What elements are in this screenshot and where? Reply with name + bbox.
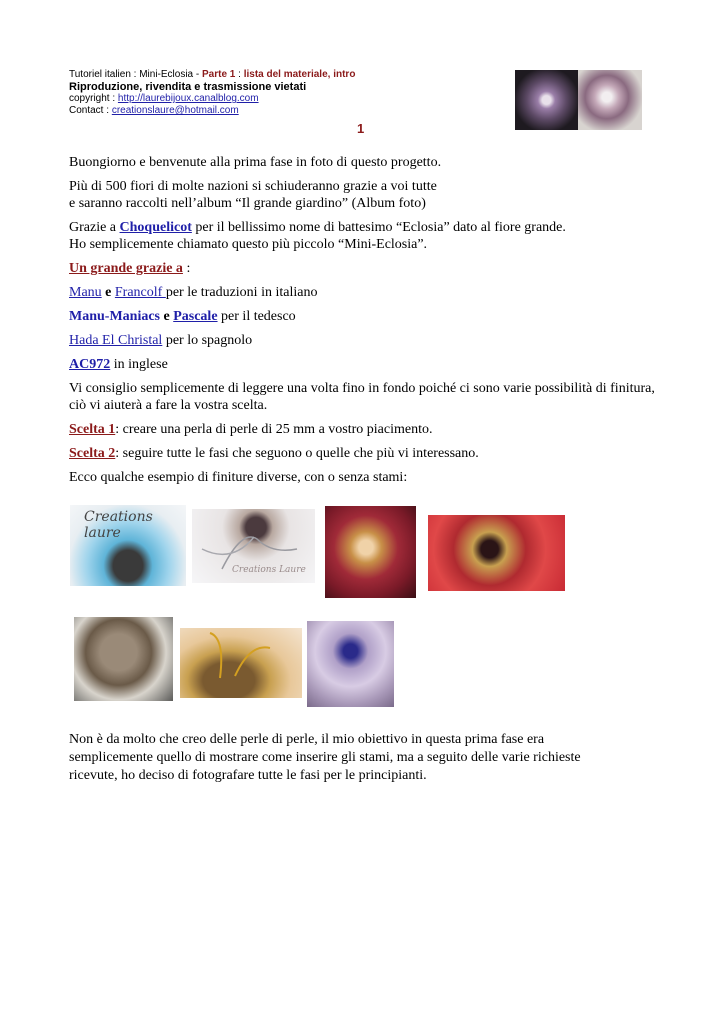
choice-1 <box>69 421 659 438</box>
example-photo-2 <box>192 509 315 583</box>
examples-intro: Ecco qualche esempio di finiture diverse, con o senza stami: <box>69 470 408 485</box>
header-warning: Riproduzione, rivendita e trasmissione vietati <box>69 81 307 93</box>
choquelicot-link[interactable]: Choquelicot <box>119 220 192 235</box>
photo-watermark-2: Creations Laure <box>232 565 306 575</box>
francolf-link[interactable]: Francolf <box>114 285 166 300</box>
gold-stamens <box>180 628 302 698</box>
closing-paragraph: Non è da molto che creo delle perle di perle, il mio obiettivo in questa prima fase era semplicemente quello di mostrare come inserire gli stami, ma a seguito delle varie richieste ricevute, ho deciso di fotografare tutte le fasi per le principianti. <box>69 732 581 783</box>
page-number: 1 <box>357 121 365 136</box>
header-contact <box>69 105 355 117</box>
example-photo-5 <box>74 617 173 701</box>
hada-link[interactable]: Hada El Christal <box>69 333 163 348</box>
credit-german <box>69 308 659 325</box>
choice-1-text: : creare una perla di perle di 25 mm a vostro piacimento. <box>115 422 433 437</box>
header-copyright <box>69 93 355 105</box>
header-topic: lista del materiale, intro <box>243 69 356 80</box>
ac972-link[interactable]: AC972 <box>69 357 111 372</box>
example-photo-7 <box>307 621 394 707</box>
thanks-heading <box>69 260 659 277</box>
flower-photo-2 <box>578 70 642 130</box>
greeting: Buongiorno e benvenute alla prima fase in foto di questo progetto. <box>69 155 442 170</box>
credit-german-text: per il tedesco <box>217 309 296 324</box>
naming-paragraph <box>69 219 659 253</box>
naming-line-2: Ho semplicemente chiamato questo più piccolo “Mini-Eclosia”. <box>69 237 428 252</box>
header-flower-images <box>515 70 642 130</box>
credit-italian <box>69 284 659 301</box>
intro-text <box>69 154 659 493</box>
choice-2-text: : seguire tutte le fasi che seguono o quelle che più vi interessano. <box>115 446 479 461</box>
example-photo-6 <box>180 628 302 698</box>
flower-photo-1 <box>515 70 578 130</box>
choice-2-label: Scelta 2 <box>69 446 116 461</box>
pascale-link[interactable]: Pascale <box>173 309 218 324</box>
album-line-1: Più di 500 fiori di molte nazioni si schiuderanno grazie a voi tutte <box>69 179 437 194</box>
naming-pre: Grazie a <box>69 220 120 235</box>
page-header <box>69 69 355 117</box>
copyright-label: copyright : <box>69 93 118 104</box>
choice-2 <box>69 445 659 462</box>
header-title: Tutoriel italien : Mini-Eclosia - <box>69 69 203 80</box>
thanks-colon: : <box>182 261 191 276</box>
manu-link[interactable]: Manu <box>69 285 102 300</box>
advice-paragraph: Vi consiglio semplicemente di leggere una volta fino in fondo poiché ci sono varie possibilità di finitura, ciò vi aiuterà a fare la vostra scelta. <box>69 381 655 413</box>
credit-english <box>69 356 659 373</box>
credit-spanish-text: per lo spagnolo <box>162 333 253 348</box>
blog-link[interactable]: http://laurebijoux.canalblog.com <box>117 93 259 104</box>
and-2: e <box>160 309 174 324</box>
thanks-label: Un grande grazie a <box>69 261 183 276</box>
credit-italian-text: per le traduzioni in italiano <box>165 285 318 300</box>
album-paragraph <box>69 178 659 212</box>
credit-spanish <box>69 332 659 349</box>
header-part: Parte 1 <box>202 69 236 80</box>
credit-english-text: in inglese <box>110 357 168 372</box>
header-sep: : <box>235 69 244 80</box>
photo-watermark: Creations laure <box>84 509 153 541</box>
and-1: e <box>101 285 115 300</box>
example-photo-3 <box>325 506 416 598</box>
choice-1-label: Scelta 1 <box>69 422 116 437</box>
naming-post: per il bellissimo nome di battesimo “Eclosia” dato al fiore grande. <box>191 220 566 235</box>
contact-label: Contact : <box>69 105 112 116</box>
manu-maniacs-name: Manu-Maniacs <box>69 309 160 324</box>
header-line-1 <box>69 69 355 81</box>
example-photo-1 <box>70 505 186 586</box>
example-photo-4 <box>428 515 565 591</box>
album-line-2: e saranno raccolti nell’album “Il grande giardino” (Album foto) <box>69 196 426 211</box>
email-link[interactable]: creationslaure@hotmail.com <box>111 105 239 116</box>
